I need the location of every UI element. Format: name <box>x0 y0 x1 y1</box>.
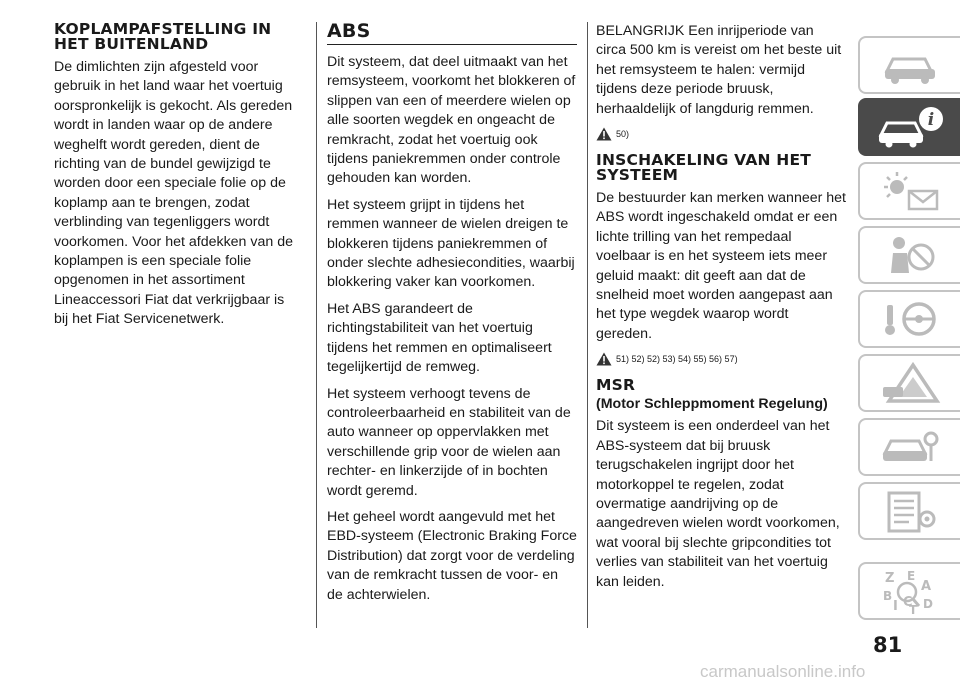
watermark: carmanualsonline.info <box>700 662 866 681</box>
safety-airbag-icon <box>879 233 941 277</box>
section-heading-inschakeling: INSCHAKELING VAN HET SYSTEEM <box>596 151 812 185</box>
column-divider <box>316 22 317 628</box>
svg-text:T: T <box>909 603 918 616</box>
tab-safety[interactable] <box>858 226 960 284</box>
warning-triangle-icon <box>596 127 612 141</box>
lights-message-icon <box>879 169 941 213</box>
technical-data-icon <box>879 489 941 533</box>
warning-reference <box>596 127 846 141</box>
paragraph: Het ABS garandeert de richtingstabiliteit van het voertuig tijdens het remmen en optimaliseert tegelijkertijd de remweg. <box>327 300 552 376</box>
paragraph: Dit systeem is een onderdeel van het ABS-systeem dat bij bruusk terugschakelen ingrijpt door het motorkoppel te regelen, zodat overmatige aandrijving op de aangedreven wielen wordt voorkomen, wat vooral bij slechte gripcondities tot verlies van stabiliteit van het voertuig kan leiden. <box>596 418 840 590</box>
svg-text:B: B <box>883 589 893 603</box>
tab-index[interactable] <box>858 562 960 620</box>
alphabetical-index-icon <box>879 566 941 616</box>
section-subheading-msr: (Motor Schleppmoment Regelung) <box>596 396 828 413</box>
tab-dashboard[interactable] <box>858 36 960 94</box>
svg-text:i: i <box>927 110 935 130</box>
paragraph: Dit systeem, dat deel uitmaakt van het remsysteem, voorkomt het blokkeren of slippen van een of meerdere wielen op alle soorten wegdek en ongeacht de remkracht, zodat het voertuig ook tijdens paniekremmen onder controle gehouden kan worden. <box>327 54 576 187</box>
svg-text:E: E <box>907 569 916 583</box>
paragraph-belangrijk: BELANGRIJK Een inrijperiode van circa 500 km is vereist om het beste uit het remsysteem te halen: vermijd tijdens deze periode bruusk, herhaaldelijk of langdurig remmen. <box>596 23 842 117</box>
paragraph: Het geheel wordt aangevuld met het EBD-systeem (Electronic Braking Force Distribution) dat zorgt voor de verdeling van de remkracht tussen de voor- en de achterwielen. <box>327 508 577 603</box>
paragraph: De bestuurder kan merken wanneer het ABS wordt ingeschakeld omdat er een lichte trilling van het rempedaal voelbaar is en het systeem iets meer geluid maakt: dit geeft aan dat de snelheid moet worden aangepast aan het type wegdek waarop wordt gereden. <box>596 190 846 342</box>
paragraph: Het systeem verhoogt tevens de controleerbaarheid en stabiliteit van de auto wanneer op oppervlakken met verschillende grip voor de wielen aan rechter- en linkerzijde of in bochten wordt geremd. <box>327 385 571 499</box>
warning-reference-numbers: 51) 52) 52) 53) 54) 55) 56) 57) <box>616 354 738 365</box>
warning-reference-number: 50) <box>616 129 630 140</box>
car-info-icon <box>875 105 945 149</box>
column-divider <box>587 22 588 628</box>
tab-starting-driving[interactable] <box>858 290 960 348</box>
maintenance-car-icon <box>879 425 941 469</box>
column-koplamp <box>54 22 302 337</box>
warning-reference <box>596 352 846 366</box>
page-number: 81 <box>873 633 903 657</box>
svg-text:A: A <box>921 579 932 594</box>
starting-driving-icon <box>879 297 941 341</box>
warning-triangle-icon <box>596 352 612 366</box>
column-inschakeling <box>596 22 846 599</box>
tab-emergency[interactable] <box>858 354 960 412</box>
svg-text:I: I <box>893 599 898 614</box>
column-abs <box>327 22 577 612</box>
section-heading-koplamp: KOPLAMPAFSTELLING IN HET BUITENLAND <box>54 20 272 53</box>
car-dashboard-icon <box>879 45 941 85</box>
tab-maintenance[interactable] <box>858 418 960 476</box>
svg-text:D: D <box>923 597 933 611</box>
paragraph: De dimlichten zijn afgesteld voor gebruik in het land waar het voertuig oorspronkelijk is gekocht. Als gereden wordt in landen waar op de andere weghelft wordt gereden, dient de richting van de bundel gewijzigd te worden door een speciale folie op de koplamp aan te brengen, zodat verblinding van tegenliggers wordt voorkomen. Voor het afdekken van de koplampen is een speciale folie opgenomen in het assortiment Lineaccessori Fiat dat verkrijgbaar is bij het Fiat Servicenetwerk. <box>54 59 293 328</box>
section-heading-abs: ABS <box>327 22 577 45</box>
tab-technical-data[interactable] <box>858 482 960 540</box>
tab-lights-messages[interactable] <box>858 162 960 220</box>
section-heading-msr: MSR <box>596 376 636 395</box>
paragraph: Het systeem grijpt in tijdens het remmen wanneer de wielen dreigen te blokkeren tijdens paniekremmen of onder slechte adhesiecondities, waarbij blokkering vaker kan voorkomen. <box>327 196 575 291</box>
emergency-triangle-icon <box>879 361 941 405</box>
tab-car-info[interactable] <box>858 98 960 156</box>
svg-text:Z: Z <box>885 571 895 586</box>
svg-text:C: C <box>903 595 913 610</box>
